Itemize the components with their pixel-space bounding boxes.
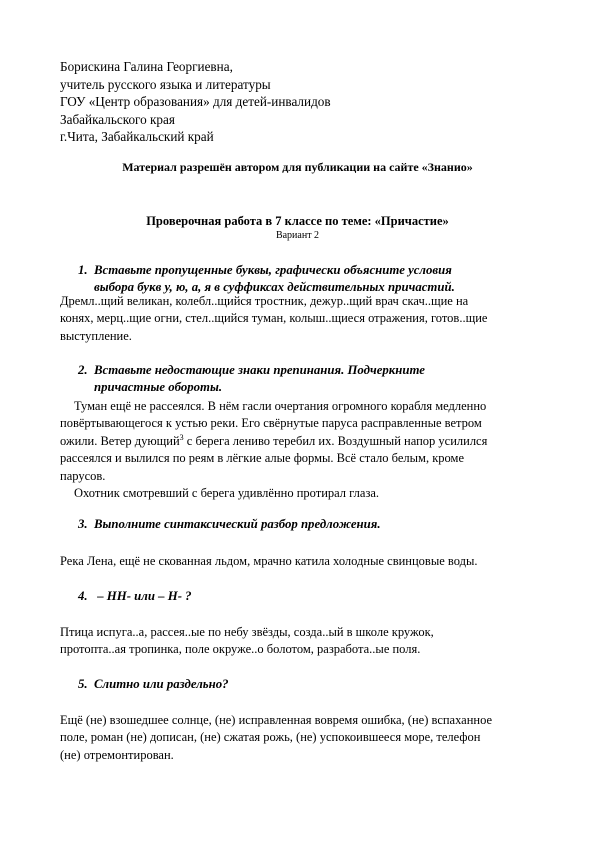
task-2-line-3: ожили. Ветер дующий$^3$ с берега лениво теребил их. Воздушный напор усилился	[60, 432, 488, 448]
task-3-text	[60, 553, 537, 570]
author-position: учитель русского языка и литературы	[60, 76, 271, 92]
footnote-mark: 3	[179, 432, 184, 442]
task-1-heading-line-1: Вставьте пропущенные буквы, графически объясните условия	[94, 263, 452, 277]
task-5-heading	[78, 676, 229, 693]
task-3-heading-line-1: Выполните синтаксический разбор предложения.	[94, 517, 381, 531]
author-organization: ГОУ «Центр образования» для детей-инвалидов	[60, 94, 331, 109]
task-2-heading	[78, 362, 425, 396]
task-2-heading-line-1: Вставьте недостающие знаки препинания. Подчеркните	[94, 363, 425, 377]
variant-label: Вариант 2	[275, 230, 320, 241]
task-4-line-2: протопта..ая тропинка, поле окруже..о болотом, разработа..ые поля.	[60, 642, 421, 657]
task-1-number: 1.	[78, 263, 88, 277]
task-3-sentence: Река Лена, ещё не скованная льдом, мрачно катила холодные свинцовые воды.	[60, 554, 478, 568]
task-1-text	[60, 293, 537, 345]
task-5-heading-line-1: Слитно или раздельно?	[94, 677, 229, 691]
task-2-text	[60, 398, 537, 502]
task-5-number: 5.	[78, 677, 88, 691]
author-city: г.Чита, Забайкальский край	[60, 129, 214, 144]
task-2-line-5: парусов.	[60, 468, 106, 483]
task-4-number: 4.	[78, 589, 88, 603]
author-name: Борискина Галина Георгиевна,	[60, 59, 233, 74]
task-5-line-2: поле, роман (не) дописан, (не) сжатая рожь, (не) успокоившееся море, телефон	[60, 730, 481, 745]
task-2-number: 2.	[78, 363, 88, 377]
permission-note: Материал разрешён автором для публикации на сайте «Знанио»	[122, 160, 473, 174]
task-2-line-2: повёртывающегося к устью реки. Его свёрнутые паруса расправленные ветром	[60, 416, 482, 431]
task-2-heading-line-2: причастные обороты.	[94, 380, 223, 394]
task-4-text	[60, 624, 537, 659]
task-5-text	[60, 712, 537, 764]
task-1-heading	[78, 262, 455, 296]
task-2-line-4: рассеялся и вылился по реям в лёгкие алые формы. Всё стало белым, кроме	[60, 451, 464, 466]
task-5-line-1: Ещё (не) взошедшее солнце, (не) исправленная вовремя ошибка, (не) вспаханное	[60, 713, 493, 727]
task-2-paragraph-2: Охотник смотревший с берега удивлённо протирал глаза.	[74, 486, 380, 501]
task-4-line-1: Птица испуга..а, рассея..ые по небу звёзды, созда..ый в школе кружок,	[60, 625, 434, 639]
task-1-line-3: выступление.	[60, 328, 132, 343]
task-5-line-3: (не) отремонтирован.	[60, 747, 174, 762]
task-4-heading-line-1: – НН- или – Н- ?	[94, 589, 192, 603]
task-1-line-2: конях, мерц..щие огни, стел..щийся туман, колыш..щиеся отражения, готов..щие	[60, 311, 488, 326]
task-1-line-1: Дремл..щий великан, колебл..щийся тростник, дежур..щий врач скач..щие на	[60, 294, 469, 308]
task-4-heading	[78, 588, 192, 605]
author-block	[60, 58, 331, 146]
task-1-heading-line-2: выбора букв у, ю, а, я в суффиксах действительных причастий.	[94, 280, 455, 294]
author-region: Забайкальского края	[60, 111, 175, 127]
task-3-number: 3.	[78, 517, 88, 531]
task-2-line-1: Туман ещё не рассеялся. В нём гасли очертания огромного корабля медленно	[74, 399, 487, 413]
task-3-heading	[78, 516, 381, 533]
work-title: Проверочная работа в 7 классе по теме: «Причастие»	[146, 214, 449, 228]
